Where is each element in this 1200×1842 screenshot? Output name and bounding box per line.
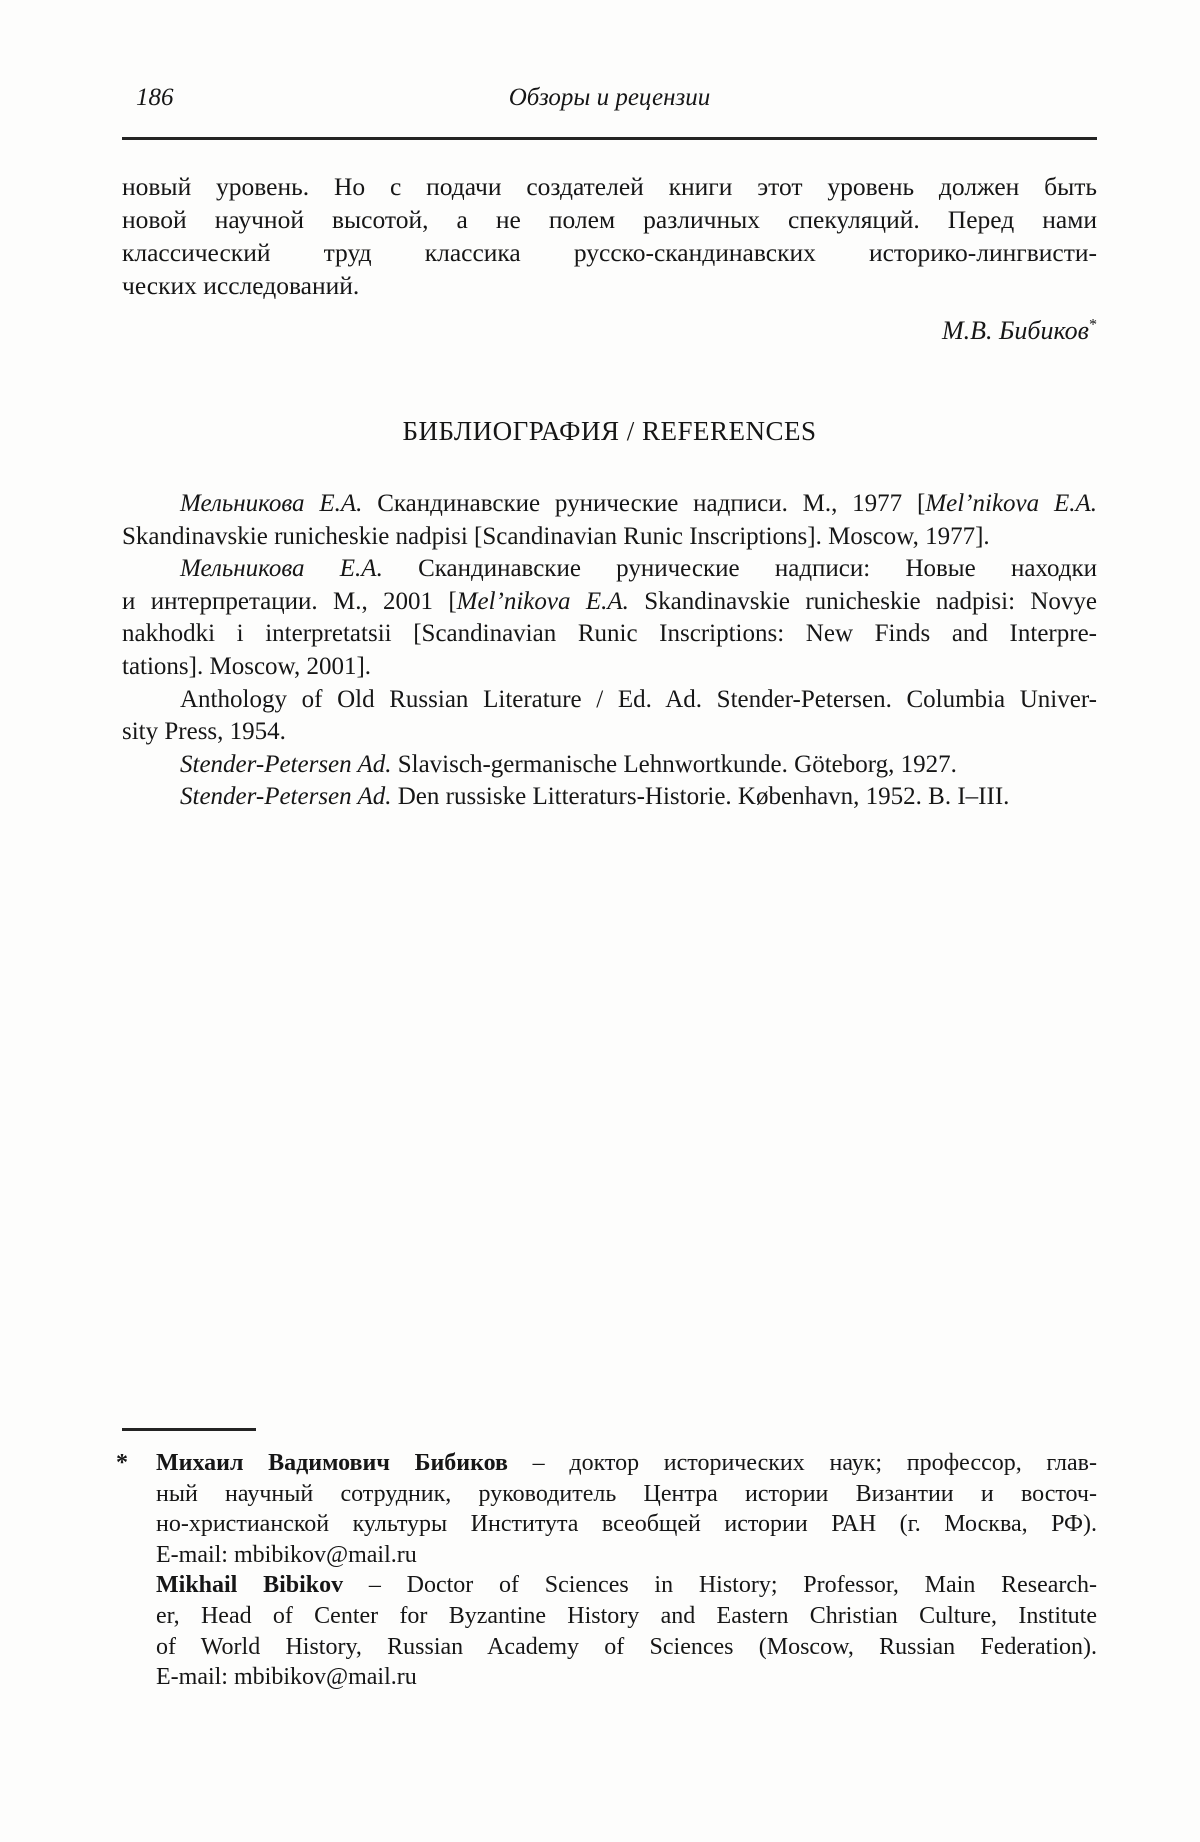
bibliography-entry — [122, 488, 1097, 553]
signature-name: М.В. Бибиков — [942, 316, 1089, 345]
text-line: ческих исследований. — [122, 271, 360, 300]
text-line: sity Press, 1954. — [122, 718, 286, 746]
page-number: 186 — [136, 84, 174, 111]
text-line: новый уровень. Но с подачи создателей книги этот уровень должен быть — [122, 172, 1097, 201]
text-line: ный научный сотрудник, руководитель Центра истории Византии и восточ- — [156, 1480, 1097, 1507]
footnote-text — [156, 1448, 1097, 1693]
text-line: er, Head of Center for Byzantine History and Eastern Christian Culture, Institute — [156, 1602, 1097, 1629]
text-line: и интерпретации. М., 2001 [Mel’nikova E.A. Skandinavskie runicheskie nadpisi: Novye — [122, 587, 1097, 615]
body-paragraph — [122, 170, 1097, 302]
bibliography — [122, 488, 1097, 814]
text-line: Мельникова Е.А. Скандинавские рунические надписи: Новые находки — [180, 555, 1097, 583]
running-title: Обзоры и рецензии — [508, 84, 711, 111]
text-line: E-mail: mbibikov@mail.ru — [156, 1541, 417, 1568]
text-line: Mikhail Bibikov – Doctor of Sciences in History; Professor, Main Research- — [156, 1572, 1098, 1599]
signature-footnote-marker: * — [1088, 316, 1097, 334]
footnote-separator — [122, 1428, 256, 1431]
footnote-marker: * — [116, 1450, 128, 1476]
text-line: но-христианской культуры Института всеобщей истории РАН (г. Москва, РФ). — [156, 1511, 1097, 1538]
text-line: E-mail: mbibikov@mail.ru — [156, 1664, 417, 1691]
page-header — [122, 84, 1097, 114]
text-line: nakhodki i interpretatsii [Scandinavian Runic Inscriptions: New Finds and Interpre- — [122, 620, 1097, 648]
text-line: of World History, Russian Academy of Sciences (Moscow, Russian Federation). — [156, 1633, 1097, 1660]
text-line: Михаил Вадимович Бибиков – доктор исторических наук; профессор, глав- — [156, 1450, 1097, 1476]
footnote — [116, 1448, 1098, 1693]
bibliography-entry — [122, 553, 1097, 683]
author-signature — [122, 316, 1097, 346]
text-line: Stender-Petersen Ad. Slavisch-germanische Lehnwortkunde. Göteborg, 1927. — [180, 750, 957, 778]
text-line: новой научной высотой, а не полем различных спекуляций. Перед нами — [122, 205, 1097, 234]
section-heading: БИБЛИОГРАФИЯ / REFERENCES — [402, 416, 817, 446]
bibliography-entry — [122, 781, 1097, 814]
text-line: Stender-Petersen Ad. Den russiske Litteraturs-Historie. København, 1952. B. I–III. — [180, 783, 1010, 811]
text-line: Anthology of Old Russian Literature / Ed. Ad. Stender-Petersen. Columbia Univer- — [180, 685, 1097, 713]
bibliography-entry — [122, 749, 1097, 782]
text-line: Skandinavskie runicheskie nadpisi [Scandinavian Runic Inscriptions]. Moscow, 1977]. — [122, 522, 990, 550]
header-rule — [122, 137, 1097, 140]
bibliography-entry — [122, 684, 1097, 749]
text-line: классический труд классика русско-скандинавских историко-лингвисти- — [122, 238, 1097, 267]
text-line: Мельникова Е.А. Скандинавские рунические надписи. М., 1977 [Mel’nikova E.A. — [180, 490, 1097, 517]
text-line: tations]. Moscow, 2001]. — [122, 652, 372, 680]
